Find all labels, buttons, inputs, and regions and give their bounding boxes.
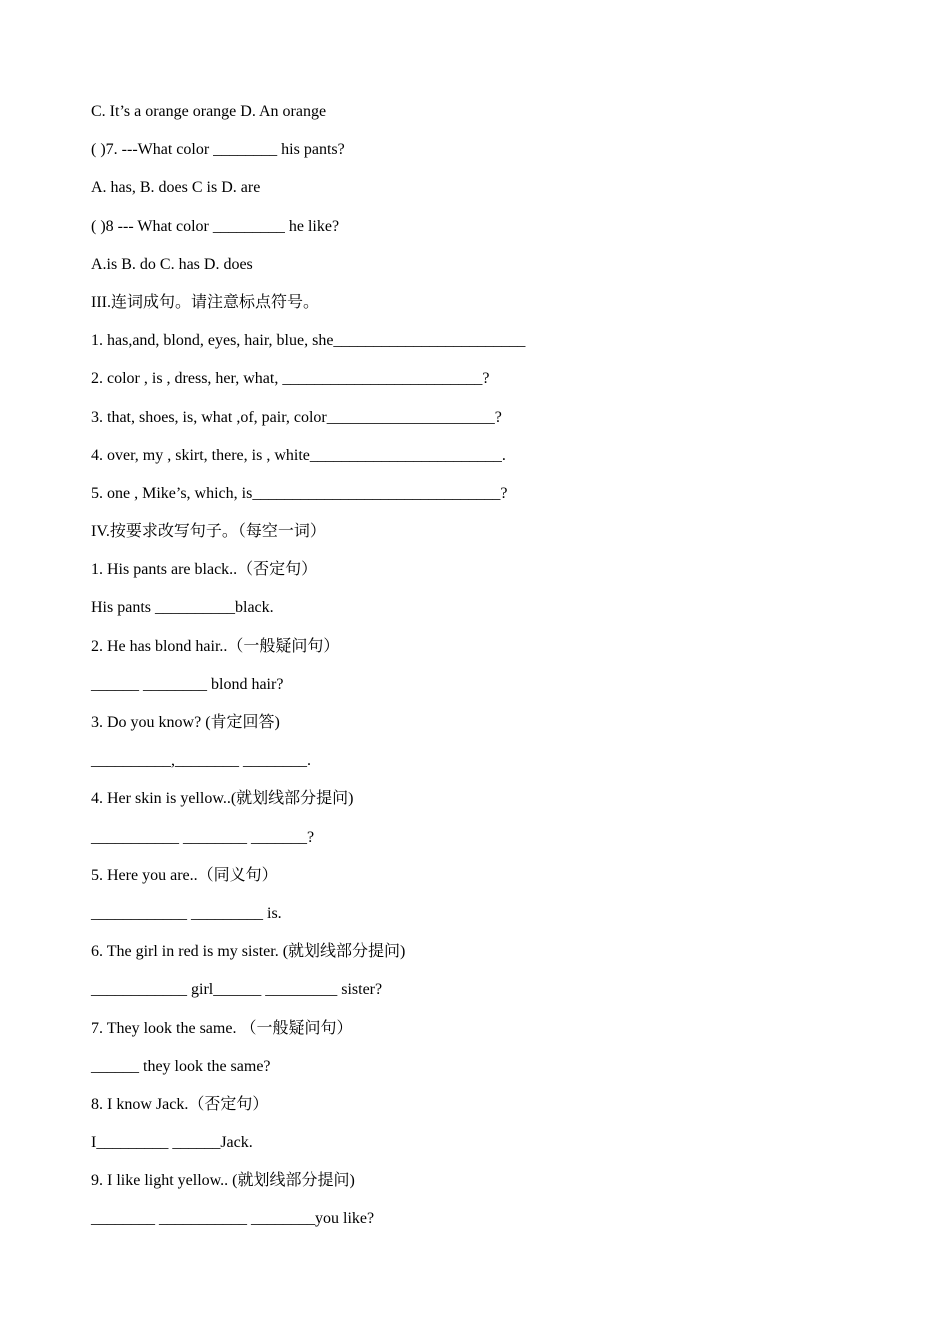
section-3-item-5: 5. one , Mike’s, which, is_______________________________? <box>91 484 508 502</box>
section-4-answer-4: ___________ ________ _______? <box>91 828 315 846</box>
section-4-item-8: 8. I know Jack.（否定句） <box>91 1095 269 1113</box>
section-4-item-7: 7. They look the same. （一般疑问句） <box>91 1019 353 1037</box>
section-4-item-1: 1. His pants are black..（否定句） <box>91 561 318 579</box>
q8-question: ( )8 --- What color _________ he like? <box>91 217 340 235</box>
section-4-answer-1: His pants __________black. <box>91 599 274 617</box>
section-4-answer-7: ______ they look the same? <box>91 1057 271 1075</box>
section-4-answer-2: ______ ________ blond hair? <box>91 675 284 693</box>
q8-options: A.is B. do C. has D. does <box>91 255 253 273</box>
section-4-item-4: 4. Her skin is yellow..(就划线部分提问) <box>91 790 354 808</box>
section-4-answer-3: __________,________ ________. <box>91 752 311 770</box>
section-3-item-3: 3. that, shoes, is, what ,of, pair, color_____________________? <box>91 408 502 426</box>
section-4-answer-9: ________ ___________ ________you like? <box>91 1210 375 1228</box>
section-4-item-6: 6. The girl in red is my sister. (就划线部分提问) <box>91 943 406 961</box>
section-3-item-2: 2. color , is , dress, her, what, _________________________? <box>91 370 490 388</box>
section-4-answer-8: I_________ ______Jack. <box>91 1134 253 1152</box>
q7-options: A. has, B. does C is D. are <box>91 179 261 197</box>
section-3-heading: III.连词成句。请注意标点符号。 <box>91 293 319 311</box>
section-3-item-4: 4. over, my , skirt, there, is , white________________________. <box>91 446 506 464</box>
worksheet-page <box>91 101 871 1247</box>
section-4-answer-6: ____________ girl______ _________ sister? <box>91 981 383 999</box>
section-3-item-1: 1. has,and, blond, eyes, hair, blue, she________________________ <box>91 332 526 350</box>
section-4-item-2: 2. He has blond hair..（一般疑问句） <box>91 637 340 655</box>
section-4-heading: IV.按要求改写句子。（每空一词） <box>91 523 326 541</box>
section-4-item-3: 3. Do you know? (肯定回答) <box>91 714 280 731</box>
section-4-item-9: 9. I like light yellow.. (就划线部分提问) <box>91 1172 355 1190</box>
q6-options-cd: C. It’s a orange orange D. An orange <box>91 103 327 120</box>
section-4-answer-5: ____________ _________ is. <box>91 904 282 922</box>
section-4-item-5: 5. Here you are..（同义句） <box>91 866 278 884</box>
q7-question: ( )7. ---What color ________ his pants? <box>91 141 345 159</box>
